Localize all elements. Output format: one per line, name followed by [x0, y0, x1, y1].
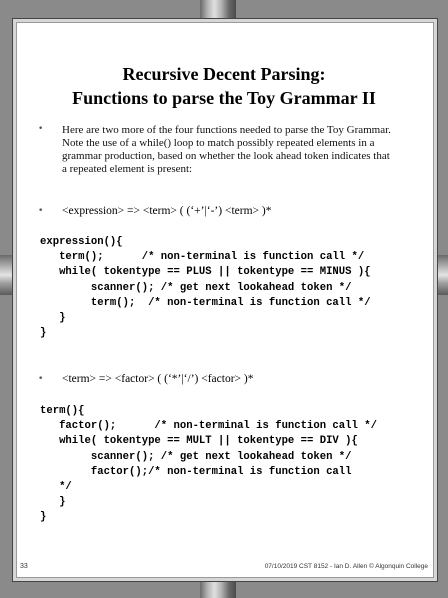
intro-paragraph: Here are two more of the four functions needed to parse the Toy Grammar. Note the use of a while() loop to match possibly repeated elements in a grammar production, based on whether the look ahead token indicates that a repeated element is present:: [62, 124, 391, 175]
bullet-marker-2: •: [38, 206, 44, 216]
bullet-marker-3: •: [38, 374, 44, 384]
title-line-2: Functions to parse the Toy Grammar II: [72, 88, 376, 108]
code-block-term: term(){ factor(); /* non-terminal is function call */ while( tokentype == MULT || tokentype == DIV ){ scanner(); /* get next lookahead token */ factor();/* non-terminal is function call */ } }: [40, 405, 377, 524]
bullet-marker-1: •: [38, 124, 44, 134]
footer-info: 07/10/2019 CST 8152 - Ian D. Allen © Algonquin College: [264, 563, 428, 570]
grammar-rule-term: <term> => <factor> ( (‘*’|‘/’) <factor> )*: [62, 373, 254, 385]
page-number: 33: [20, 563, 28, 570]
code-block-expression: expression(){ term(); /* non-terminal is function call */ while( tokentype == PLUS || tokentype == MINUS ){ scanner(); /* get next lookahead token */ term(); /* non-terminal is function call */ } }: [40, 236, 371, 340]
grammar-rule-expression: <expression> => <term> ( (‘+’|‘-’) <term> )*: [62, 205, 272, 217]
title-line-1: Recursive Decent Parsing:: [122, 64, 326, 84]
slide-title: [20, 62, 428, 110]
